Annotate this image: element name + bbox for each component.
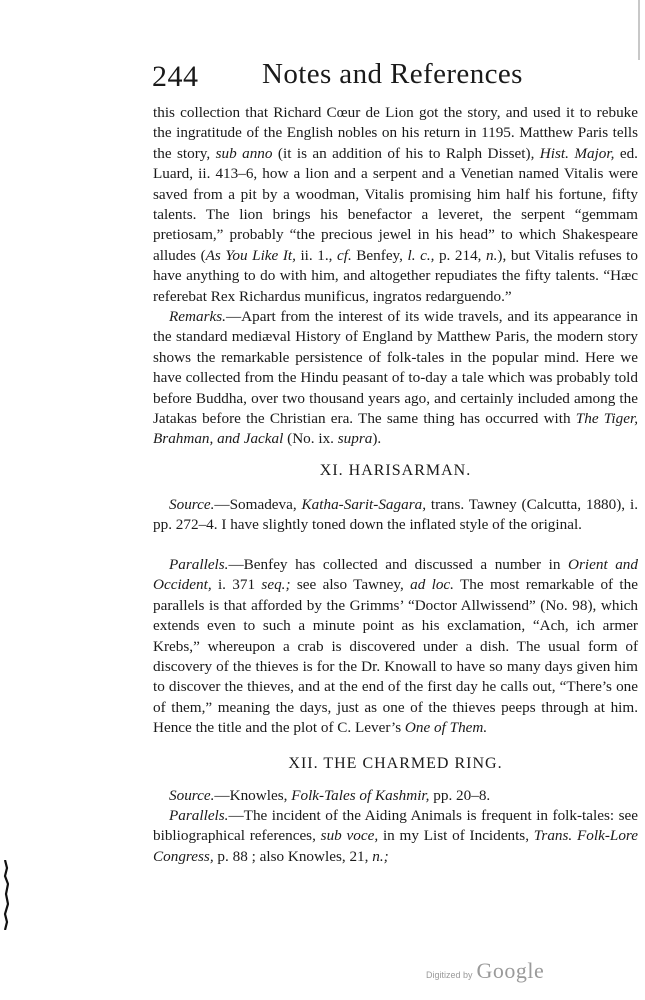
italic-run: supra — [337, 430, 373, 448]
text-run: this collection that Richard Cœur de Lion got the story, and used it to rebuke the ingratitude of the English nobles on his return in 1195. Matthew Paris tells the story, — [153, 104, 638, 162]
italic-run: seq.; — [261, 576, 291, 594]
italic-run: As You Like It, — [205, 246, 296, 264]
paragraph-parallels — [153, 806, 638, 867]
italic-run: n. — [486, 246, 498, 264]
binding-mark — [3, 860, 9, 930]
italic-run: Trans. Folk-Lore Congress, — [153, 827, 639, 865]
italic-run: Remarks. — [169, 308, 226, 325]
text-run: —Benfey has collected and discussed a number in — [228, 556, 569, 573]
italic-run: Parallels. — [169, 556, 229, 573]
italic-run: Katha-Sarit-Sagara, — [301, 496, 427, 513]
paragraph-continuation — [153, 103, 638, 307]
text-run: p. 88 ; also Knowles, 21, — [213, 847, 373, 865]
text-run: pp. 20–8. — [429, 787, 491, 804]
italic-run: ad loc. — [410, 576, 454, 594]
italic-run: n.; — [372, 847, 389, 865]
watermark-prefix: Digitized by — [426, 970, 473, 980]
text-run: ), but Vitalis refuses to have anything to do with him, and altogether repudiates the fifty talents. “Hæc referebat Rex Richardus munificus, ingratos redarguendo.” — [153, 246, 638, 305]
watermark-brand: Google — [476, 958, 545, 983]
text-run: see also Tawney, — [290, 576, 411, 594]
italic-run: sub voce, — [320, 827, 379, 845]
italic-run: cf. — [336, 246, 352, 264]
text-run: Benfey, — [351, 246, 408, 264]
italic-run: Folk-Tales of Kashmir, — [291, 787, 430, 804]
text-run: —Knowles, — [214, 787, 292, 804]
digitized-watermark — [426, 958, 544, 984]
italic-run: The Tiger, Brahman, and Jackal — [153, 410, 638, 448]
text-run: (it is an addition of his to Ralph Disset), — [272, 144, 540, 162]
text-run: The most remarkable of the parallels is that afforded by the Grimms’ “Doctor Allwissend” (No. 98), which extends even to such a minute point as his exclamation, “Ach, ich armer Krebs,” whereupon a crab is discovered under a dish. The usual form of discovery of the thieves is for the Dr. Knowall to have so many days given him to discover the thieves, and at the end of the first day he calls out, “There’s one of them,” meaning the days, just as one of the thieves peeps through at him. Hence the title and the plot of C. Lever’s — [153, 576, 638, 737]
text-run: —The incident of the Aiding Animals is frequent in folk-tales: see bibliographical references, — [153, 807, 638, 845]
text-run: (No. ix. — [283, 430, 338, 448]
text-run: —Apart from the interest of its wide travels, and its appearance in the standard mediæval History of England by Matthew Paris, the modern story shows the remarkable persistence of folk-tales in the popular mind. Here we have collected from the Hindu peasant of to-day a tale which was probably told before Buddha, over two thousand years ago, and certainly included among the Jatakas before the Christian era. The same thing has occurred with — [153, 308, 638, 428]
paragraph-source — [153, 495, 638, 536]
text-run: in my List of Incidents, — [378, 827, 534, 845]
italic-run: One of Them. — [404, 719, 488, 737]
text-run: —Somadeva, — [214, 496, 302, 513]
text-run: trans. Tawney (Calcutta, 1880), i. pp. 272–4. I have slightly toned down the inflated style of the original. — [153, 496, 638, 534]
italic-run: Parallels. — [169, 807, 229, 824]
italic-run: Orient and Occident, — [153, 556, 638, 594]
text-run: p. 214, — [434, 246, 487, 264]
text-run: ). — [372, 430, 382, 448]
section-heading: XI. HARISARMAN. — [319, 462, 472, 479]
text-run: ed. Luard, ii. 413–6, how a lion and a serpent and a Venetian named Vitalis were saved from a pit by a woodman, Vitalis promising him half his fortune, fifty talents. The lion brings his benefactor a leveret, the serpent “gemmam pretiosam,” probably “the precious jewel in his head” to which Shakespeare alludes ( — [153, 144, 638, 264]
text-run: i. 371 — [211, 576, 262, 594]
italic-run: sub anno — [215, 144, 273, 162]
italic-run: l. c., — [407, 246, 435, 264]
running-title: Notes and References — [262, 58, 523, 90]
italic-run: Source. — [169, 787, 215, 804]
italic-run: Hist. Major, — [539, 144, 615, 162]
page-edge-line — [638, 0, 640, 60]
italic-run: Source. — [169, 496, 215, 513]
paragraph-parallels — [153, 555, 638, 739]
text-run: ii. 1., — [295, 246, 337, 264]
page-number: 244 — [152, 60, 199, 93]
page-header — [152, 58, 532, 98]
paragraph-source — [153, 786, 638, 806]
section-heading: XII. THE CHARMED RING. — [288, 755, 503, 772]
paragraph-remarks — [153, 307, 638, 450]
